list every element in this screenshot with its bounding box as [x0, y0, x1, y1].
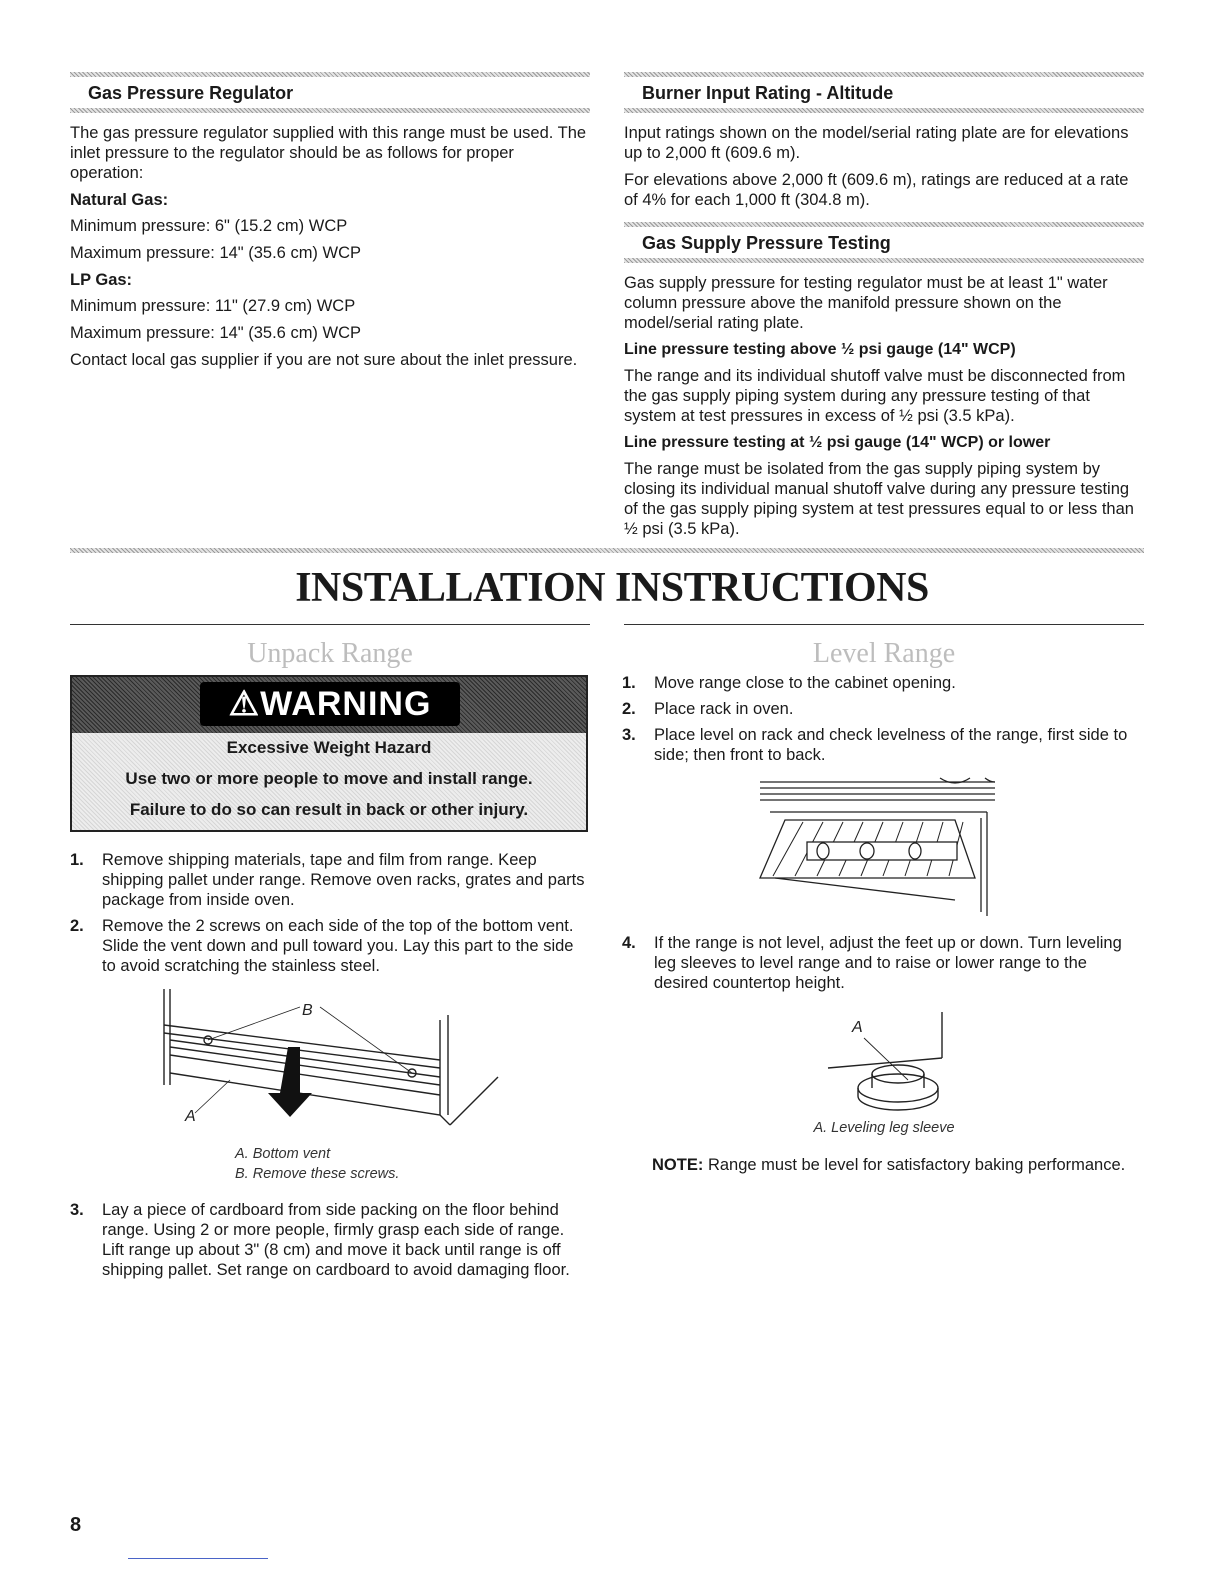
caption-a: A. Bottom vent — [235, 1146, 331, 1162]
bottom-vent-illustration — [150, 985, 510, 1135]
section-heading: Gas Supply Pressure Testing — [642, 233, 891, 253]
step-number: 3. — [70, 1201, 84, 1219]
subheading: LP Gas: — [70, 271, 133, 289]
page-number: 8 — [70, 1514, 82, 1536]
figure-label-b: B — [302, 1002, 313, 1019]
paragraph: Gas supply pressure for testing regulator must be at least 1" water column pressure above the manifold pressure shown on the model/serial rating plate. — [624, 274, 1108, 332]
warning-line-1: Use two or more people to move and install range. — [125, 769, 533, 788]
page-title: INSTALLATION INSTRUCTIONS — [295, 565, 929, 611]
list-item — [70, 850, 590, 910]
paragraph: The gas pressure regulator supplied with this range must be used. The inlet pressure to the regulator should be as follows for proper operation: — [70, 124, 587, 182]
step-text: Lay a piece of cardboard from side packing on the floor behind range. Using 2 or more people, firmly grasp each side of range. Lift range up about 3" (8 cm) and move it back until range is off shipping pallet. Set range on cardboard to avoid damaging floor. — [102, 1201, 570, 1279]
unpack-steps-b — [70, 1200, 590, 1286]
paragraph: Contact local gas supplier if you are not sure about the inlet pressure. — [70, 351, 578, 369]
burner-input-section — [624, 72, 1144, 546]
rack-level-illustration — [755, 770, 995, 920]
step-text: If the range is not level, adjust the feet up or down. Turn leveling leg sleeves to level range and to raise or lower range to the desired countertop height. — [654, 934, 1122, 992]
step-number: 1. — [622, 674, 636, 692]
figure-label-a: A — [185, 1108, 196, 1125]
warning-label: ⚠WARNING — [200, 682, 460, 726]
paragraph: Input ratings shown on the model/serial rating plate are for elevations up to 2,000 ft (609.6 m). — [624, 124, 1129, 162]
paragraph: The range and its individual shutoff valve must be disconnected from the gas supply piping system during any pressure testing of that system at test pressures in excess of ½ psi (3.5 kPa). — [624, 367, 1126, 425]
level-steps-a — [622, 673, 1142, 771]
caption-b: B. Remove these screws. — [235, 1166, 400, 1182]
subheading: Line pressure testing at ½ psi gauge (14" WCP) or lower — [624, 434, 1051, 451]
warning-header — [72, 677, 586, 733]
paragraph: Minimum pressure: 6" (15.2 cm) WCP — [70, 217, 348, 235]
full-width-hatch-rule — [70, 548, 1144, 553]
step-number: 4. — [622, 934, 636, 952]
hatch-rule — [624, 258, 1144, 263]
level-range-title: Level Range — [812, 638, 956, 669]
step-number: 3. — [622, 726, 636, 744]
hatch-rule — [624, 108, 1144, 113]
step-number: 2. — [70, 917, 84, 935]
subheading: Natural Gas: — [70, 191, 169, 209]
hatch-rule — [70, 108, 590, 113]
section-heading: Burner Input Rating - Altitude — [642, 83, 894, 103]
warning-line-2: Failure to do so can result in back or other injury. — [129, 800, 529, 819]
right-divider — [624, 624, 1144, 625]
step-number: 1. — [70, 851, 84, 869]
step-text: Remove shipping materials, tape and film from range. Keep shipping pallet under range. Remove oven racks, grates and parts package from inside oven. — [102, 851, 585, 909]
hazard-title: Excessive Weight Hazard — [226, 738, 432, 757]
step-text: Place level on rack and check levelness of the range, first side to side; then front to back. — [654, 726, 1128, 764]
unpack-range-title: Unpack Range — [247, 638, 413, 669]
level-steps-b — [622, 933, 1142, 999]
left-divider — [70, 624, 590, 625]
step-number: 2. — [622, 700, 636, 718]
footer-line — [128, 1558, 268, 1559]
leveling-leg-illustration — [820, 1008, 970, 1120]
gas-pressure-regulator-section — [70, 72, 590, 377]
list-item — [622, 725, 1142, 765]
figure-label-a: A — [852, 1019, 863, 1036]
list-item — [622, 673, 1142, 693]
note — [652, 1155, 1152, 1175]
warning-box — [70, 675, 588, 832]
list-item — [622, 699, 1142, 719]
figure-caption: A. Leveling leg sleeve — [813, 1120, 955, 1136]
figure-caption — [235, 1144, 399, 1184]
step-text: Remove the 2 screws on each side of the top of the bottom vent. Slide the vent down and pull toward you. Lay this part to the side to avoid scratching the stainless steel. — [102, 917, 574, 975]
section-heading: Gas Pressure Regulator — [88, 83, 294, 103]
note-text: Range must be level for satisfactory baking performance. — [707, 1156, 1126, 1174]
step-text: Move range close to the cabinet opening. — [654, 674, 956, 692]
paragraph: Maximum pressure: 14" (35.6 cm) WCP — [70, 324, 362, 342]
paragraph: Minimum pressure: 11" (27.9 cm) WCP — [70, 297, 356, 315]
subheading: Line pressure testing above ½ psi gauge (14" WCP) — [624, 341, 1016, 358]
paragraph: The range must be isolated from the gas supply piping system by closing its individual manual shutoff valve during any pressure testing of the gas supply piping system at test pressures equal to or less than ½ psi (3.5 kPa). — [624, 460, 1134, 538]
list-item — [622, 933, 1142, 993]
list-item — [70, 1200, 590, 1280]
note-label: NOTE: — [652, 1156, 704, 1174]
step-text: Place rack in oven. — [654, 700, 794, 718]
paragraph: Maximum pressure: 14" (35.6 cm) WCP — [70, 244, 362, 262]
unpack-steps-a — [70, 850, 590, 982]
paragraph: For elevations above 2,000 ft (609.6 m), ratings are reduced at a rate of 4% for each 1,000 ft (304.8 m). — [624, 171, 1129, 209]
list-item — [70, 916, 590, 976]
